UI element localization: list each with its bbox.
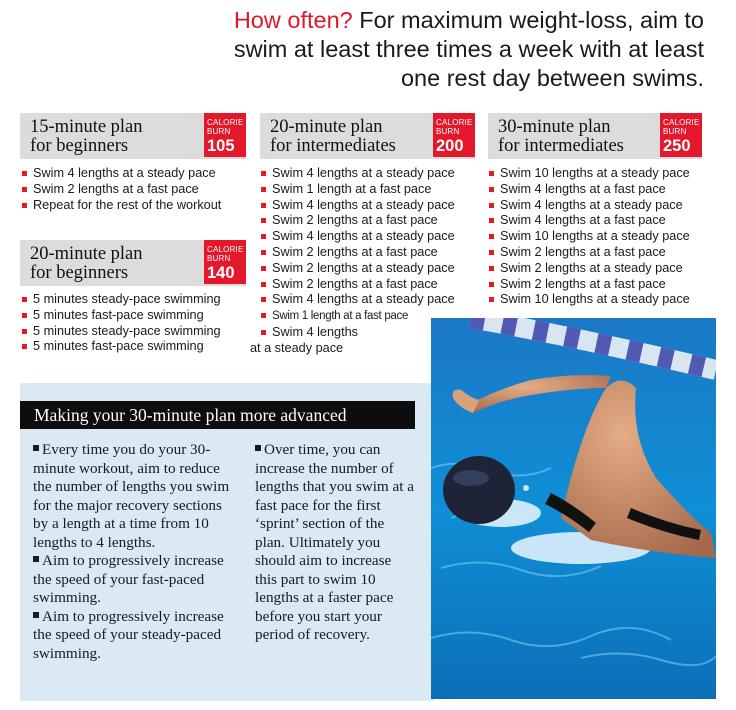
plan-list-15-beginners xyxy=(22,166,221,213)
list-item: Swim 4 lengths at a steady pace xyxy=(22,166,221,182)
advanced-tips-column-1 xyxy=(33,441,238,663)
plan-list-30-intermediates xyxy=(489,166,690,308)
calorie-badge: CALORIE BURN 140 xyxy=(204,240,246,284)
tip-paragraph: Aim to progressively increase the speed of your fast-paced swimming. xyxy=(33,552,224,606)
list-item: Swim 4 lengths at a steady pace xyxy=(261,292,455,308)
plan-header-20-intermediates xyxy=(260,113,475,159)
list-item: Swim 1 length at a fast pace xyxy=(261,182,455,198)
calorie-badge: CALORIE BURN 105 xyxy=(204,113,246,157)
list-item: Swim 4 lengths at a steady pace xyxy=(261,198,455,214)
list-item: Swim 2 lengths at a fast pace xyxy=(261,277,455,293)
tip-paragraph: Every time you do your 30-minute workout, aim to reduce the number of lengths you swim for the major recovery sections by a length at a time from 10 lengths to 4 lengths. xyxy=(33,441,230,551)
list-item: Swim 4 lengths at a fast pace xyxy=(489,213,690,229)
list-item: Swim 4 lengths at a fast pace xyxy=(489,182,690,198)
list-item: Swim 1 length at a fast pace xyxy=(261,308,455,325)
advanced-tips-title: Making your 30-minute plan more advanced xyxy=(20,401,415,429)
calorie-value: 200 xyxy=(436,137,464,155)
calorie-badge: CALORIE BURN 200 xyxy=(433,113,475,157)
list-item: Swim 2 lengths at a fast pace xyxy=(489,277,690,293)
swimmer-photo xyxy=(431,318,716,699)
tip-paragraph: Aim to progressively increase the speed of your steady-paced swimming. xyxy=(33,607,224,662)
list-item-continuation: at a steady pace xyxy=(250,340,344,355)
plan-header-30-intermediates xyxy=(488,113,702,159)
list-item: Swim 2 lengths at a fast pace xyxy=(22,182,221,198)
list-item: Swim 4 lengths at a steady pace xyxy=(489,198,690,214)
list-item: Swim 10 lengths at a steady pace xyxy=(489,229,690,245)
plan-list-20-beginners xyxy=(22,292,221,355)
list-item: Swim 4 lengths xyxy=(261,325,455,341)
list-item: Swim 2 lengths at a steady pace xyxy=(261,261,455,277)
plan-title: 30-minute plan for intermediates xyxy=(498,117,624,156)
intro-highlight: How often? xyxy=(233,7,353,33)
intro-body: For maximum weight-loss, aim to swim at least three times a week with at least one rest day between swims. xyxy=(233,7,704,91)
list-item: 5 minutes steady-pace swimming xyxy=(22,324,221,340)
plan-header-15-beginners xyxy=(20,113,246,159)
tip-paragraph: Over time, you can increase the number of lengths that you swim at a fast pace for the first ‘sprint’ section of the plan. Ultimately you should aim to increase this part to swim 10 lengths at a faster pace before you start your period of recovery. xyxy=(255,441,415,643)
list-item: Swim 2 lengths at a fast pace xyxy=(489,245,690,261)
intro-text xyxy=(204,6,704,93)
plan-header-20-beginners xyxy=(20,240,246,286)
plan-list-20-intermediates xyxy=(250,166,455,357)
plan-title: 20-minute plan for intermediates xyxy=(270,117,396,156)
list-item: 5 minutes fast-pace swimming xyxy=(22,308,221,324)
plan-title: 15-minute plan for beginners xyxy=(30,117,143,156)
list-item: Swim 2 lengths at a fast pace xyxy=(261,245,455,261)
calorie-value: 140 xyxy=(207,264,235,282)
list-item: Swim 10 lengths at a steady pace xyxy=(489,166,690,182)
list-item: Swim 2 lengths at a fast pace xyxy=(261,213,455,229)
calorie-value: 105 xyxy=(207,137,235,155)
plan-title: 20-minute plan for beginners xyxy=(30,244,143,283)
calorie-value: 250 xyxy=(663,137,691,155)
list-item: Repeat for the rest of the workout xyxy=(22,198,221,214)
advanced-tips-column-2 xyxy=(255,441,415,645)
list-item: 5 minutes steady-pace swimming xyxy=(22,292,221,308)
calorie-badge: CALORIE BURN 250 xyxy=(660,113,702,157)
list-item: Swim 10 lengths at a steady pace xyxy=(489,292,690,308)
list-item: 5 minutes fast-pace swimming xyxy=(22,339,221,355)
list-item: Swim 4 lengths at a steady pace xyxy=(261,229,455,245)
list-item: Swim 4 lengths at a steady pace xyxy=(261,166,455,182)
list-item: Swim 2 lengths at a steady pace xyxy=(489,261,690,277)
